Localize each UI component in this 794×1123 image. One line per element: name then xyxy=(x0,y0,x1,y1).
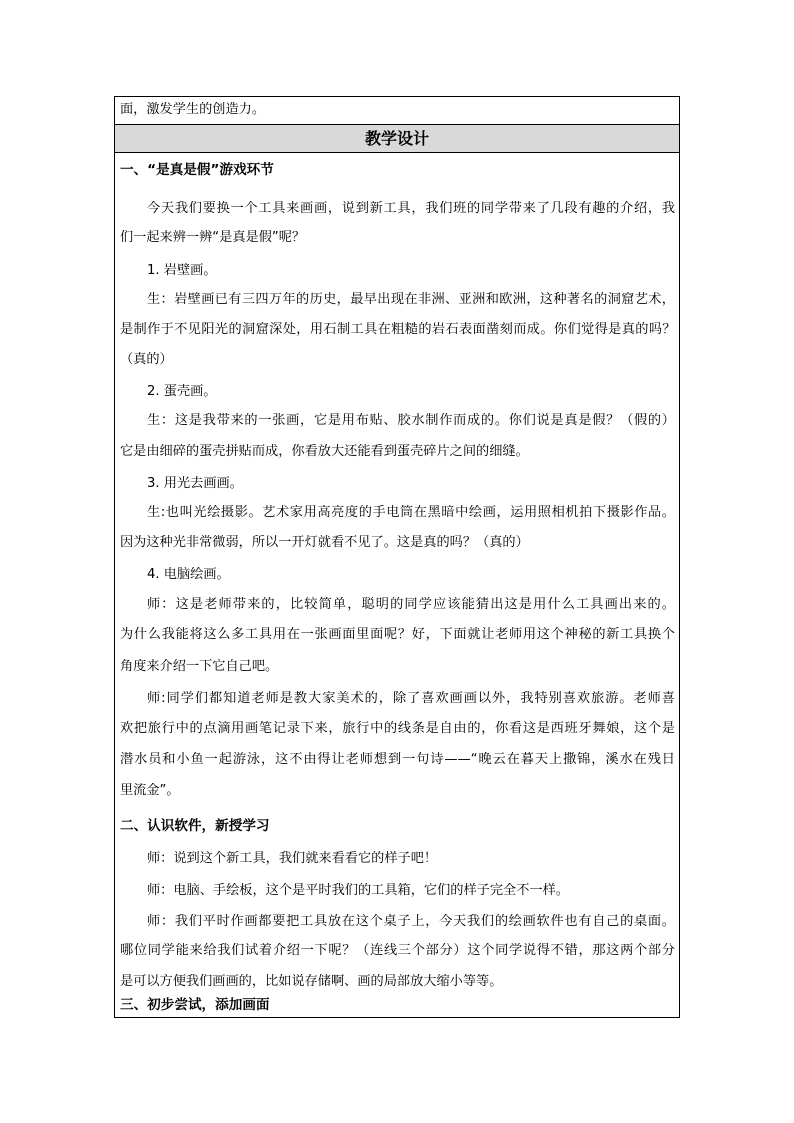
paragraph-line: 生:也叫光绘摄影。艺术家用高亮度的手电筒在黑暗中绘画，运用照相机拍下摄影作品。 xyxy=(147,505,675,520)
paragraph-line: 师：这是老师带来的，比较简单，聪明的同学应该能猜出这是用什么工具画出来的。 xyxy=(147,597,675,612)
paragraph-line: 生：这是我带来的一张画，它是用布贴、胶水制作而成的。你们说是真是假？（假的） xyxy=(147,413,675,428)
section-title-1: 一、“是真是假”游戏环节 xyxy=(120,162,274,178)
paragraph-line: 因为这种光非常微弱，所以一开灯就看不见了。这是真的吗？（真的） xyxy=(120,535,529,550)
paragraph-line: 欢把旅行中的点滴用画笔记录下来，旅行中的线条是自由的，你看这是西班牙舞娘，这个是 xyxy=(120,721,675,736)
paragraph-line: 师：说到这个新工具，我们就来看看它的样子吧！ xyxy=(147,851,438,866)
top-line-text: 面，激发学生的创造力。 xyxy=(120,102,266,117)
paragraph-line: 角度来介绍一下它自己吧。 xyxy=(120,659,279,674)
paragraph-line: 是制作于不见阳光的洞窟深处，用石制工具在粗糙的岩石表面凿刻而成。你们觉得是真的吗？ xyxy=(120,322,675,337)
paragraph-line: 是可以方便我们画画的，比如说存储啊、画的局部放大缩小等等。 xyxy=(120,974,503,989)
previous-content-row xyxy=(115,97,679,125)
paragraph-line: 师：我们平时作画都要把工具放在这个桌子上，今天我们的绘画软件也有自己的桌面。 xyxy=(147,914,675,929)
paragraph-line: 生：岩壁画已有三四万年的历史，最早出现在非洲、亚洲和欧洲，这种著名的洞窟艺术， xyxy=(147,292,675,307)
list-item-heading: 3. 用光去画画。 xyxy=(147,476,243,491)
paragraph-line: 师:同学们都知道老师是教大家美术的，除了喜欢画画以外，我特别喜欢旅游。老师喜 xyxy=(147,691,675,706)
paragraph-line: 为什么我能将这么多工具用在一张画面里面呢？好，下面就让老师用这个神秘的新工具换个 xyxy=(120,627,675,642)
paragraph-line: 今天我们要换一个工具来画画，说到新工具，我们班的同学带来了几段有趣的介绍，我 xyxy=(147,201,675,216)
paragraph-line: （真的） xyxy=(120,352,173,367)
section-title-2: 二、认识软件，新授学习 xyxy=(120,818,270,834)
section-title-3: 三、初步尝试，添加画面 xyxy=(120,997,270,1013)
list-item-heading: 4. 电脑绘画。 xyxy=(147,567,230,582)
paragraph-line: 里流金”。 xyxy=(120,783,180,798)
list-item-heading: 2. 蛋壳画。 xyxy=(147,384,217,399)
paragraph-line: 师：电脑、手绘板，这个是平时我们的工具箱，它们的样子完全不一样。 xyxy=(147,883,569,898)
paragraph-line: 哪位同学能来给我们试着介绍一下呢？（连线三个部分）这个同学说得不错，那这两个部分 xyxy=(120,943,675,958)
list-item-heading: 1. 岩壁画。 xyxy=(147,263,217,278)
paragraph-line: 们一起来辨一辨“是真是假”呢？ xyxy=(120,230,306,245)
section-header-teaching-design: 教学设计 xyxy=(115,125,679,153)
paragraph-line: 它是由细碎的蛋壳拼贴而成，你看放大还能看到蛋壳碎片之间的细缝。 xyxy=(120,444,529,459)
lesson-plan-table xyxy=(114,96,680,1018)
paragraph-line: 潜水员和小鱼一起游泳，这不由得让老师想到一句诗——“晚云在暮天上撒锦，溪水在残日 xyxy=(120,752,675,767)
